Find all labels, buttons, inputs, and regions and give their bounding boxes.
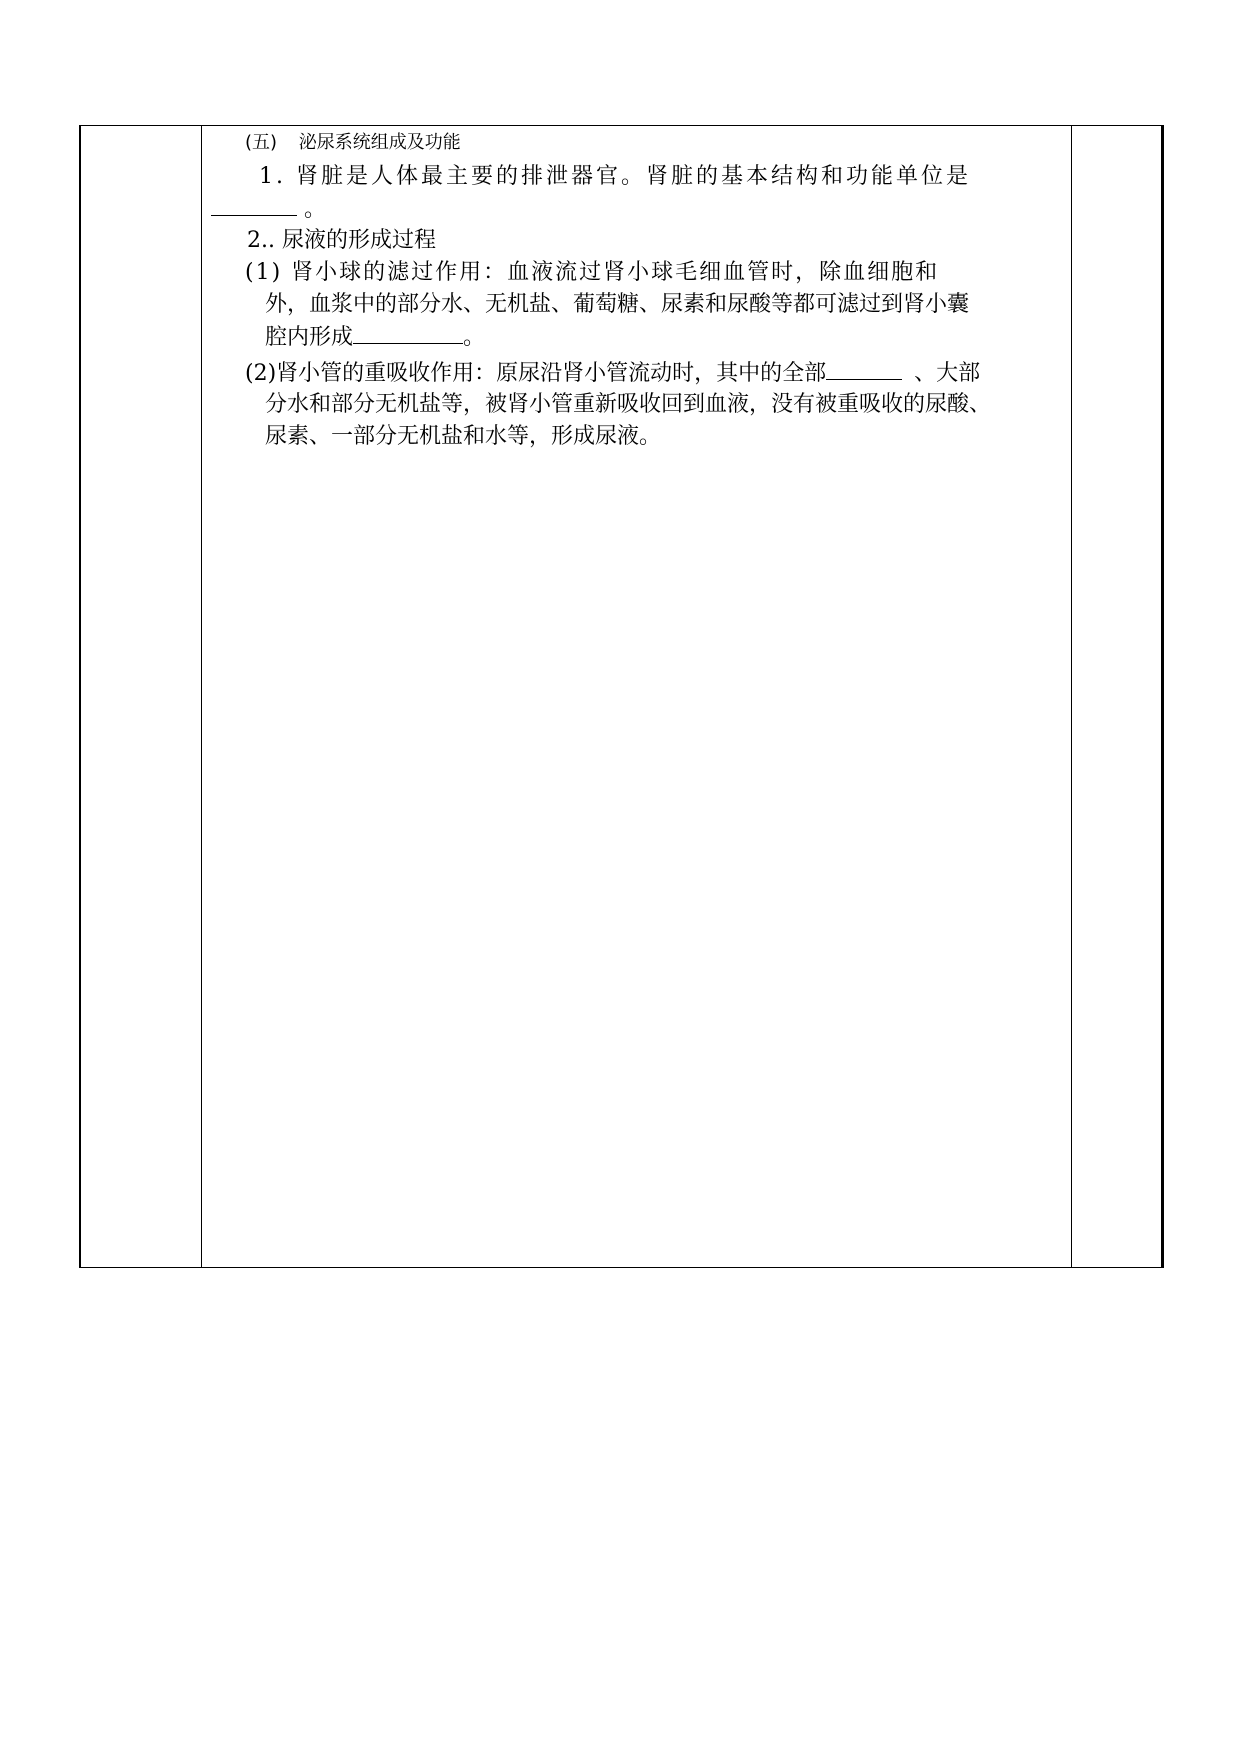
item-3-line-3 [265, 321, 485, 354]
item-4-line-1-suffix: 、大部 [914, 361, 981, 386]
fill-in-blank-1[interactable] [211, 193, 297, 216]
item-1-text: 1. 肾脏是人体最主要的排泄器官。肾脏的基本结构和功能单位是 [259, 164, 971, 189]
item-3-line-3-end: 。 [463, 325, 486, 350]
table-column-divider-left [201, 126, 202, 1267]
item-3-line-3-prefix: 腔内形成 [265, 325, 354, 350]
fill-in-blank-3[interactable] [826, 357, 902, 380]
item-1-continuation [211, 193, 326, 226]
table-column-divider-right [1071, 126, 1072, 1267]
section-number: (五) [245, 132, 278, 153]
item-1-end: 。 [304, 197, 327, 222]
fill-in-blank-2[interactable] [353, 321, 463, 344]
item-4-line-2: 分水和部分无机盐等，被肾小管重新吸收回到血液，没有被重吸收的尿酸、 [265, 392, 992, 417]
item-3-line-1: (1) 肾小球的滤过作用：血液流过肾小球毛细血管时，除血细胞和 [245, 260, 940, 285]
item-4-line-1 [245, 357, 980, 390]
item-3-line-2: 外，血浆中的部分水、无机盐、葡萄糖、尿素和尿酸等都可滤过到肾小囊 [265, 292, 970, 317]
item-2-title: 2.. 尿液的形成过程 [247, 228, 436, 253]
section-heading [245, 131, 461, 155]
section-title: 泌尿系统组成及功能 [298, 132, 461, 153]
item-4-line-1-prefix: (2)肾小管的重吸收作用：原尿沿肾小管流动时，其中的全部 [245, 361, 827, 386]
item-4-line-3: 尿素、一部分无机盐和水等，形成尿液。 [265, 424, 662, 449]
